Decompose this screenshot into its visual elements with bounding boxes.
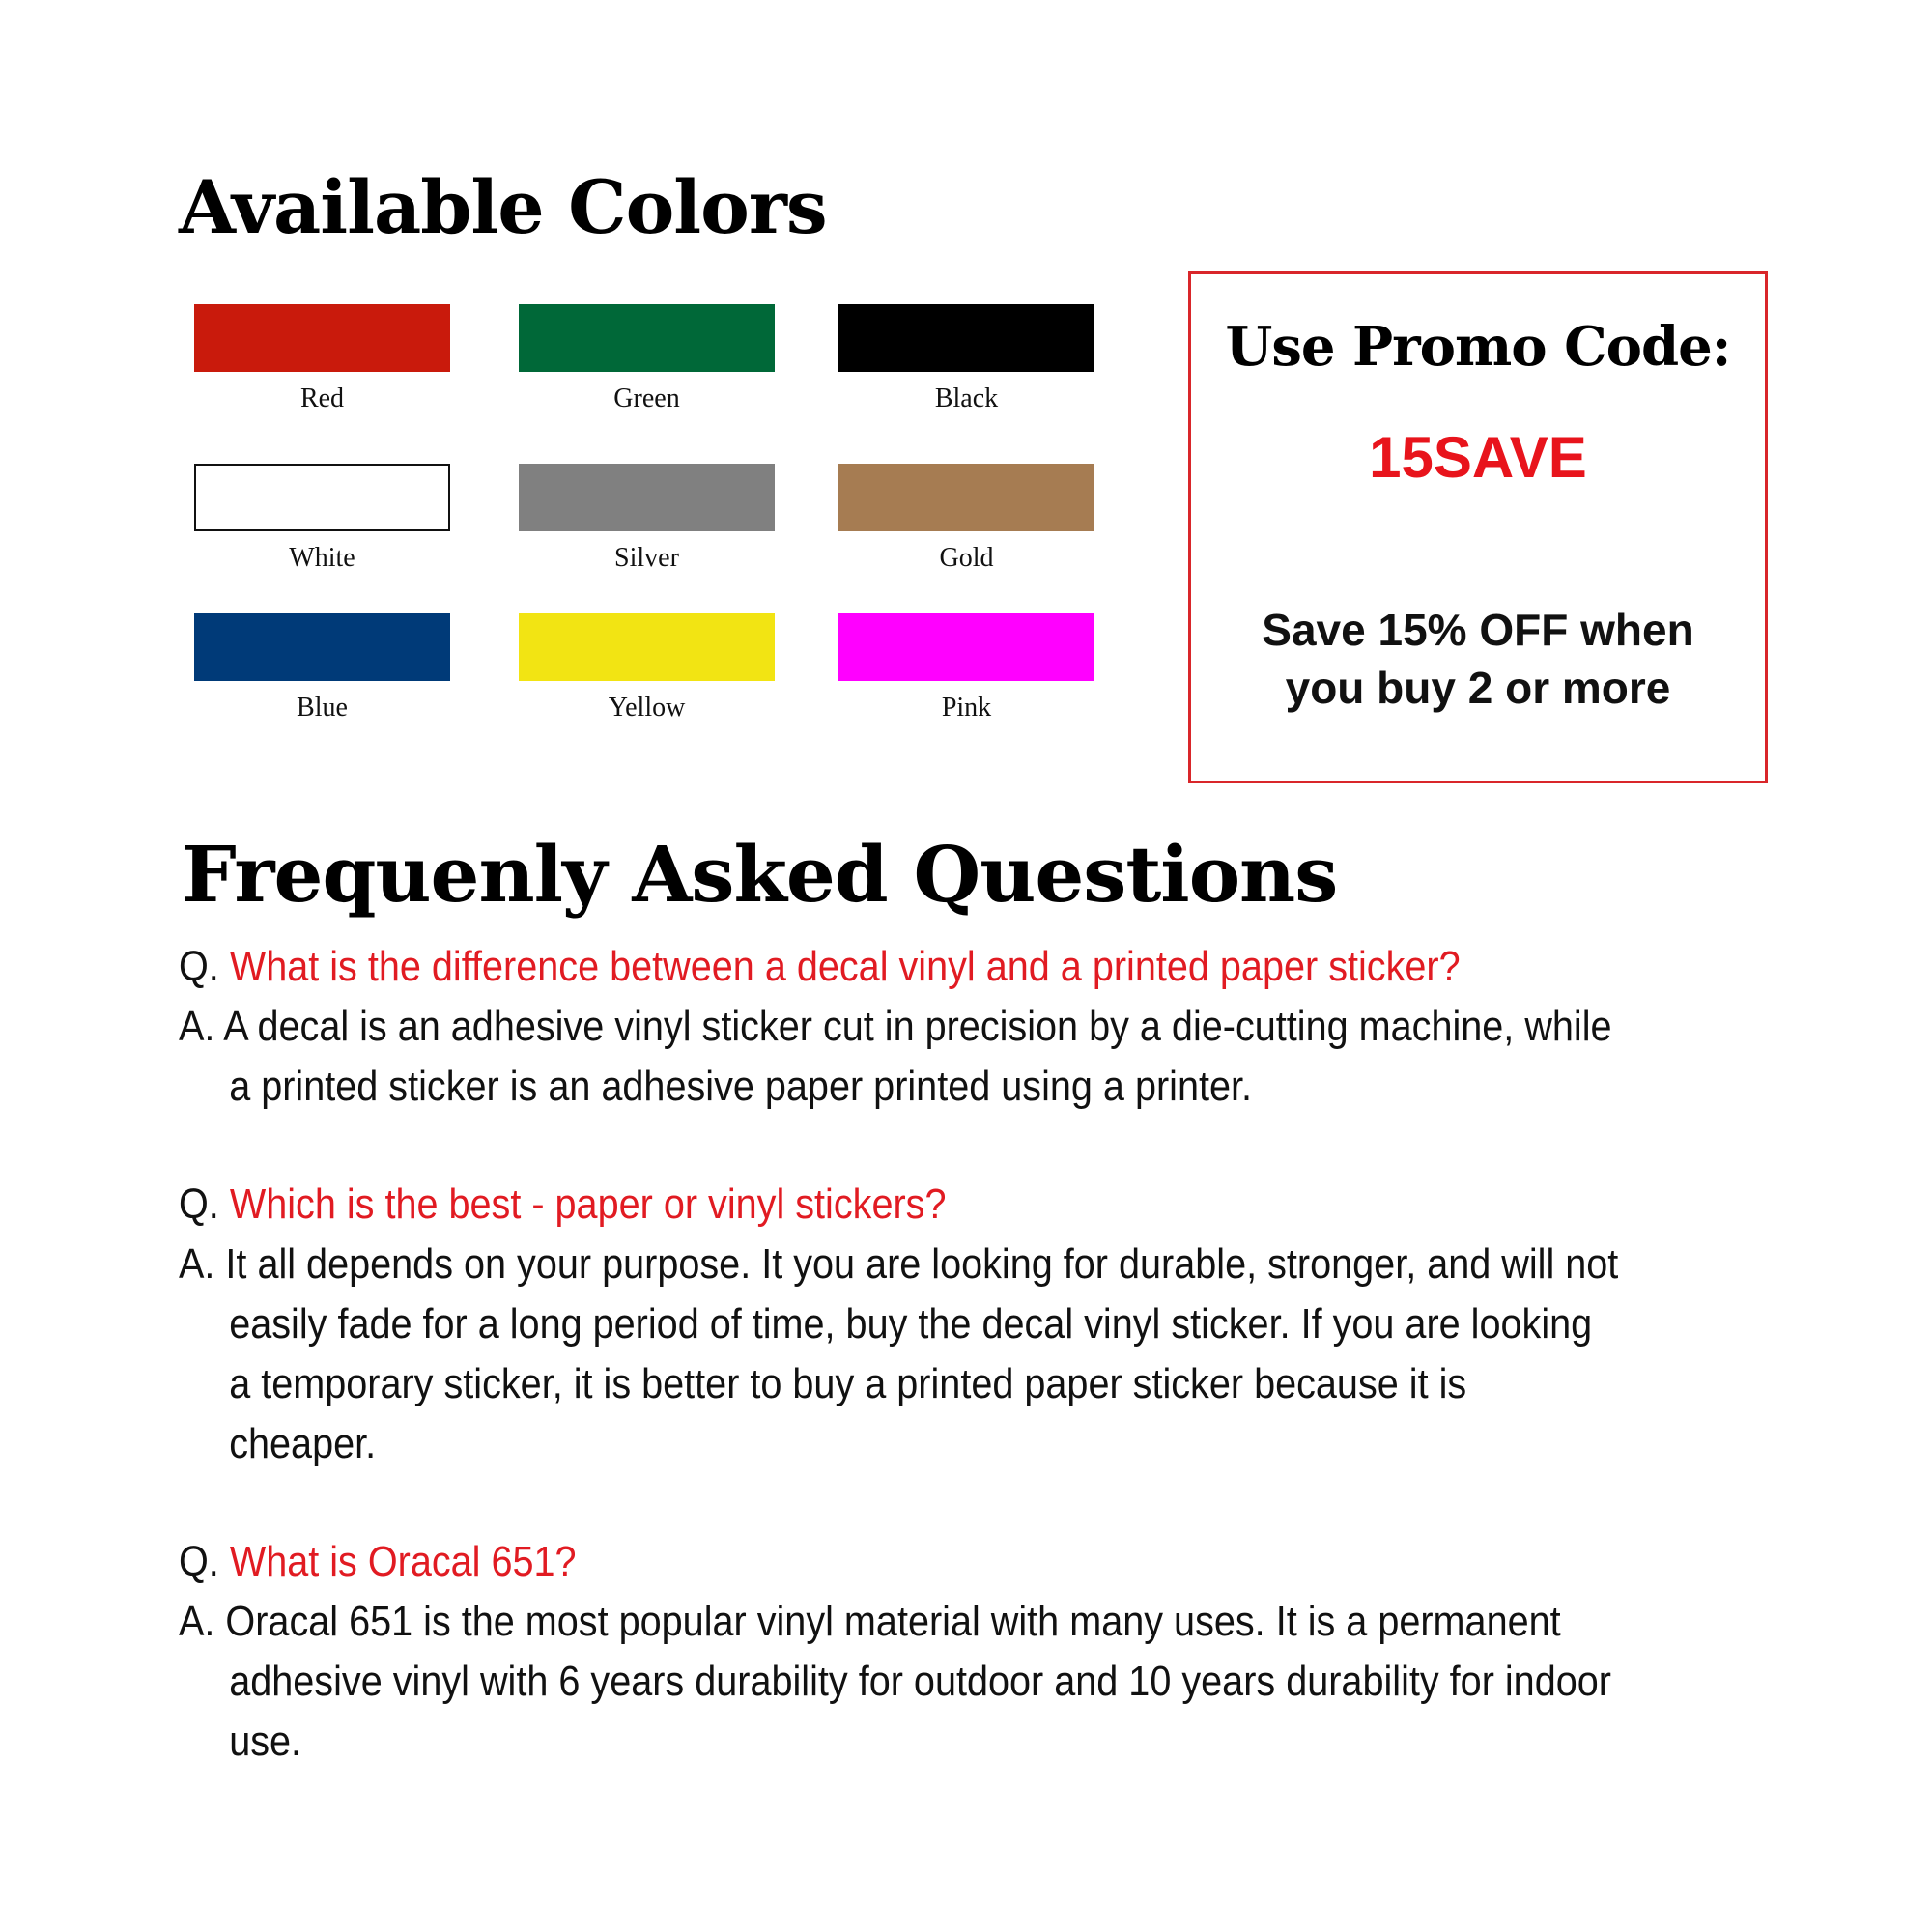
faq-question: Which is the best - paper or vinyl stickers? (229, 1180, 947, 1228)
promo-code-box (1188, 271, 1768, 783)
promo-note-line-2: you buy 2 or more (1285, 663, 1671, 713)
faq-answer (179, 1235, 1620, 1474)
swatch-label-silver: Silver (614, 543, 679, 573)
swatch-label-green: Green (613, 384, 680, 413)
promo-heading: Use Promo Code: (1225, 315, 1731, 379)
swatch-label-red: Red (299, 384, 345, 413)
answer-prefix: A. (179, 1240, 215, 1288)
faq-answer (179, 997, 1620, 1117)
swatch-blue (194, 613, 450, 681)
swatch-red (194, 304, 450, 372)
swatch-label-gold: Gold (939, 543, 994, 573)
promo-note (1191, 601, 1765, 717)
answer-prefix: A. (179, 1003, 215, 1050)
swatch-label-blue: Blue (297, 693, 348, 723)
available-colors-title: Available Colors (179, 164, 827, 250)
swatch-white (194, 464, 450, 531)
faq-answer-line (179, 1592, 1611, 1772)
swatch-cell-black (838, 304, 1094, 430)
faq-question-line (179, 1175, 1535, 1235)
promo-note-line-1: Save 15% OFF when (1262, 605, 1694, 655)
swatch-cell-gold (838, 464, 1094, 589)
swatch-cell-blue (194, 613, 450, 739)
faq-answer (179, 1592, 1620, 1772)
swatch-yellow (519, 613, 775, 681)
faq-question-line (179, 937, 1535, 997)
faq-item (179, 1532, 1686, 1772)
faq-question: What is Oracal 651? (229, 1538, 577, 1585)
faq-title: Frequenly Asked Questions (182, 829, 1338, 920)
swatch-cell-green (519, 304, 775, 430)
faq-answer-line (179, 997, 1612, 1117)
swatch-black (838, 304, 1094, 372)
faq-item (179, 937, 1686, 1117)
swatch-label-pink: Pink (941, 693, 992, 723)
swatch-cell-white (194, 464, 450, 589)
swatch-cell-pink (838, 613, 1094, 739)
faq-item (179, 1175, 1686, 1474)
swatch-cell-red (194, 304, 450, 430)
swatch-pink (838, 613, 1094, 681)
color-swatch-grid (194, 304, 1093, 729)
faq-answer-text: A decal is an adhesive vinyl sticker cut in precision by a die-cutting machine, while a printed sticker is an adhesive paper printed using a printer. (223, 1003, 1612, 1110)
swatch-gold (838, 464, 1094, 531)
swatch-silver (519, 464, 775, 531)
promo-code: 15SAVE (1369, 425, 1587, 490)
faq-answer-text: Oracal 651 is the most popular vinyl material with many uses. It is a permanent adhesive vinyl with 6 years durability for outdoor and 10 years durability for indoor use. (225, 1598, 1611, 1765)
question-prefix: Q. (179, 1180, 219, 1228)
swatch-cell-yellow (519, 613, 775, 739)
faq-answer-line (179, 1235, 1619, 1474)
faq-question-line (179, 1532, 1535, 1592)
swatch-label-white: White (289, 543, 355, 573)
swatch-cell-silver (519, 464, 775, 589)
question-prefix: Q. (179, 943, 219, 990)
swatch-label-black: Black (934, 384, 999, 413)
swatch-label-yellow: Yellow (608, 693, 686, 723)
answer-prefix: A. (179, 1598, 215, 1645)
swatch-green (519, 304, 775, 372)
question-prefix: Q. (179, 1538, 219, 1585)
faq-list (179, 937, 1686, 1830)
faq-question: What is the difference between a decal vinyl and a printed paper sticker? (229, 943, 1461, 990)
faq-answer-text: It all depends on your purpose. It you are looking for durable, stronger, and will not easily fade for a long period of time, buy the decal vinyl sticker. If you are looking a temporary sticker, it is better to buy a printed paper sticker because it is cheaper. (225, 1240, 1619, 1467)
